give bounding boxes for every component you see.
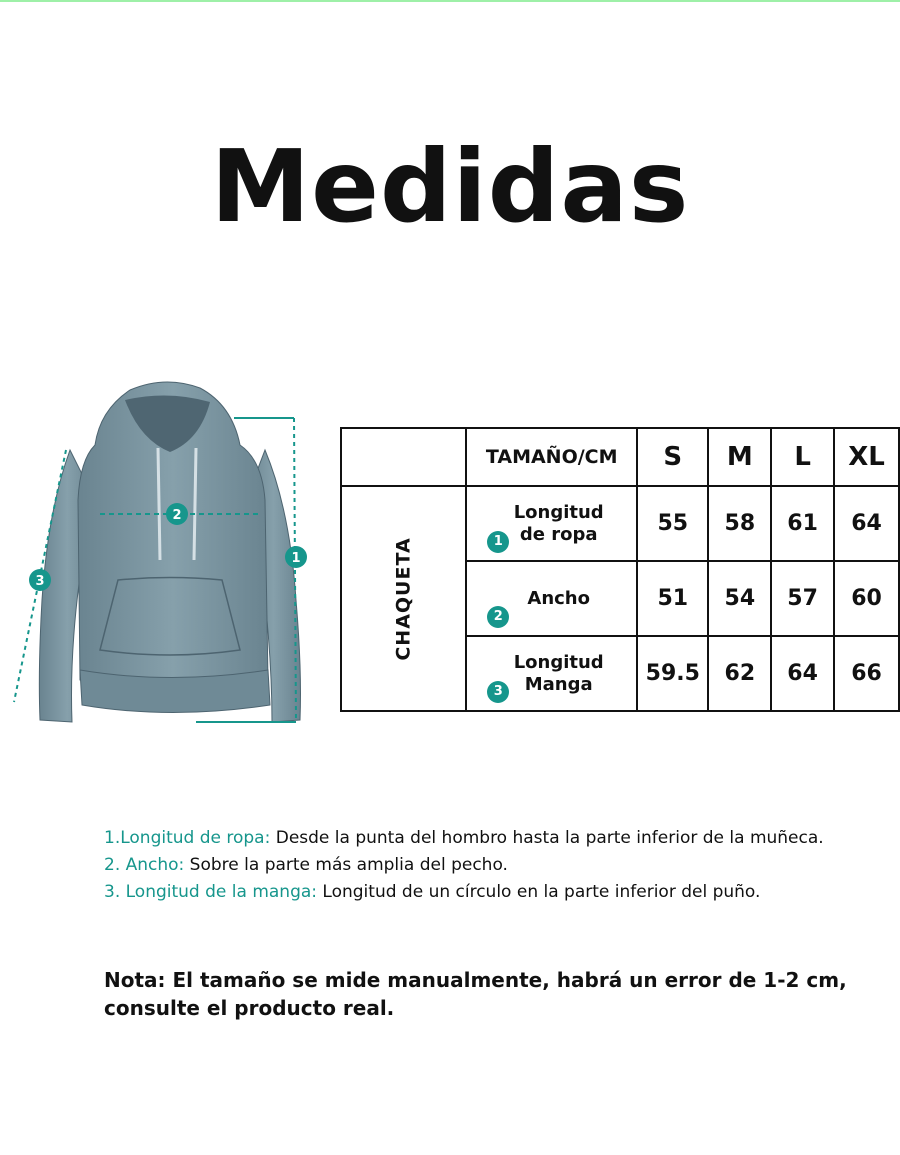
row-label-cell <box>466 561 637 636</box>
side-label: CHAQUETA <box>392 536 415 661</box>
marker-2 <box>166 503 188 525</box>
row-label-cell <box>466 486 637 561</box>
table-cell: 62 <box>708 636 771 711</box>
page-title: Medidas <box>210 128 690 245</box>
note-item <box>104 825 884 852</box>
header-label: TAMAÑO/CM <box>466 428 637 486</box>
note-key: 1.Longitud de ropa: <box>104 828 271 848</box>
row-label: Longitud Manga <box>513 651 604 695</box>
note-text: Desde la punta del hombro hasta la parte inferior de la muñeca. <box>270 828 824 848</box>
header-size-l: L <box>771 428 834 486</box>
table-cell: 64 <box>834 486 899 561</box>
note-text: Sobre la parte más amplia del pecho. <box>184 855 508 875</box>
table-cell: 54 <box>708 561 771 636</box>
table-cell: 59.5 <box>637 636 708 711</box>
table-cell: 51 <box>637 561 708 636</box>
note-text: Longitud de un círculo en la parte inferior del puño. <box>317 882 761 902</box>
table-cell: 55 <box>637 486 708 561</box>
header-blank-cell <box>341 428 466 486</box>
table-cell: 64 <box>771 636 834 711</box>
marker-1 <box>285 546 307 568</box>
table-cell: 66 <box>834 636 899 711</box>
svg-text:2: 2 <box>172 508 182 523</box>
row-label: Longitud de ropa <box>513 501 604 545</box>
measurement-notes <box>104 825 884 906</box>
table-header-row <box>341 428 899 486</box>
header-size-m: M <box>708 428 771 486</box>
top-accent-line <box>0 0 900 2</box>
svg-text:3: 3 <box>35 574 45 589</box>
header-size-s: S <box>637 428 708 486</box>
table-cell: 58 <box>708 486 771 561</box>
svg-text:1: 1 <box>291 551 301 566</box>
side-label-cell <box>341 486 466 711</box>
header-size-xl: XL <box>834 428 899 486</box>
note-item <box>104 852 884 879</box>
size-table <box>340 427 900 712</box>
table-row <box>341 486 899 561</box>
hoodie-diagram <box>0 370 330 760</box>
hoodie-shape <box>39 382 300 722</box>
row-number-badge: 3 <box>487 681 509 703</box>
note-item <box>104 879 884 906</box>
table-cell: 60 <box>834 561 899 636</box>
row-number-badge: 1 <box>487 531 509 553</box>
marker-3 <box>29 569 51 591</box>
table-cell: 61 <box>771 486 834 561</box>
note-key: 2. Ancho: <box>104 855 185 875</box>
measurement-warning: Nota: El tamaño se mide manualmente, habrá un error de 1-2 cm, consulte el producto real. <box>104 968 847 1020</box>
table-cell: 57 <box>771 561 834 636</box>
row-label: Ancho <box>527 587 590 609</box>
note-key: 3. Longitud de la manga: <box>104 882 318 902</box>
row-number-badge: 2 <box>487 606 509 628</box>
row-label-cell <box>466 636 637 711</box>
